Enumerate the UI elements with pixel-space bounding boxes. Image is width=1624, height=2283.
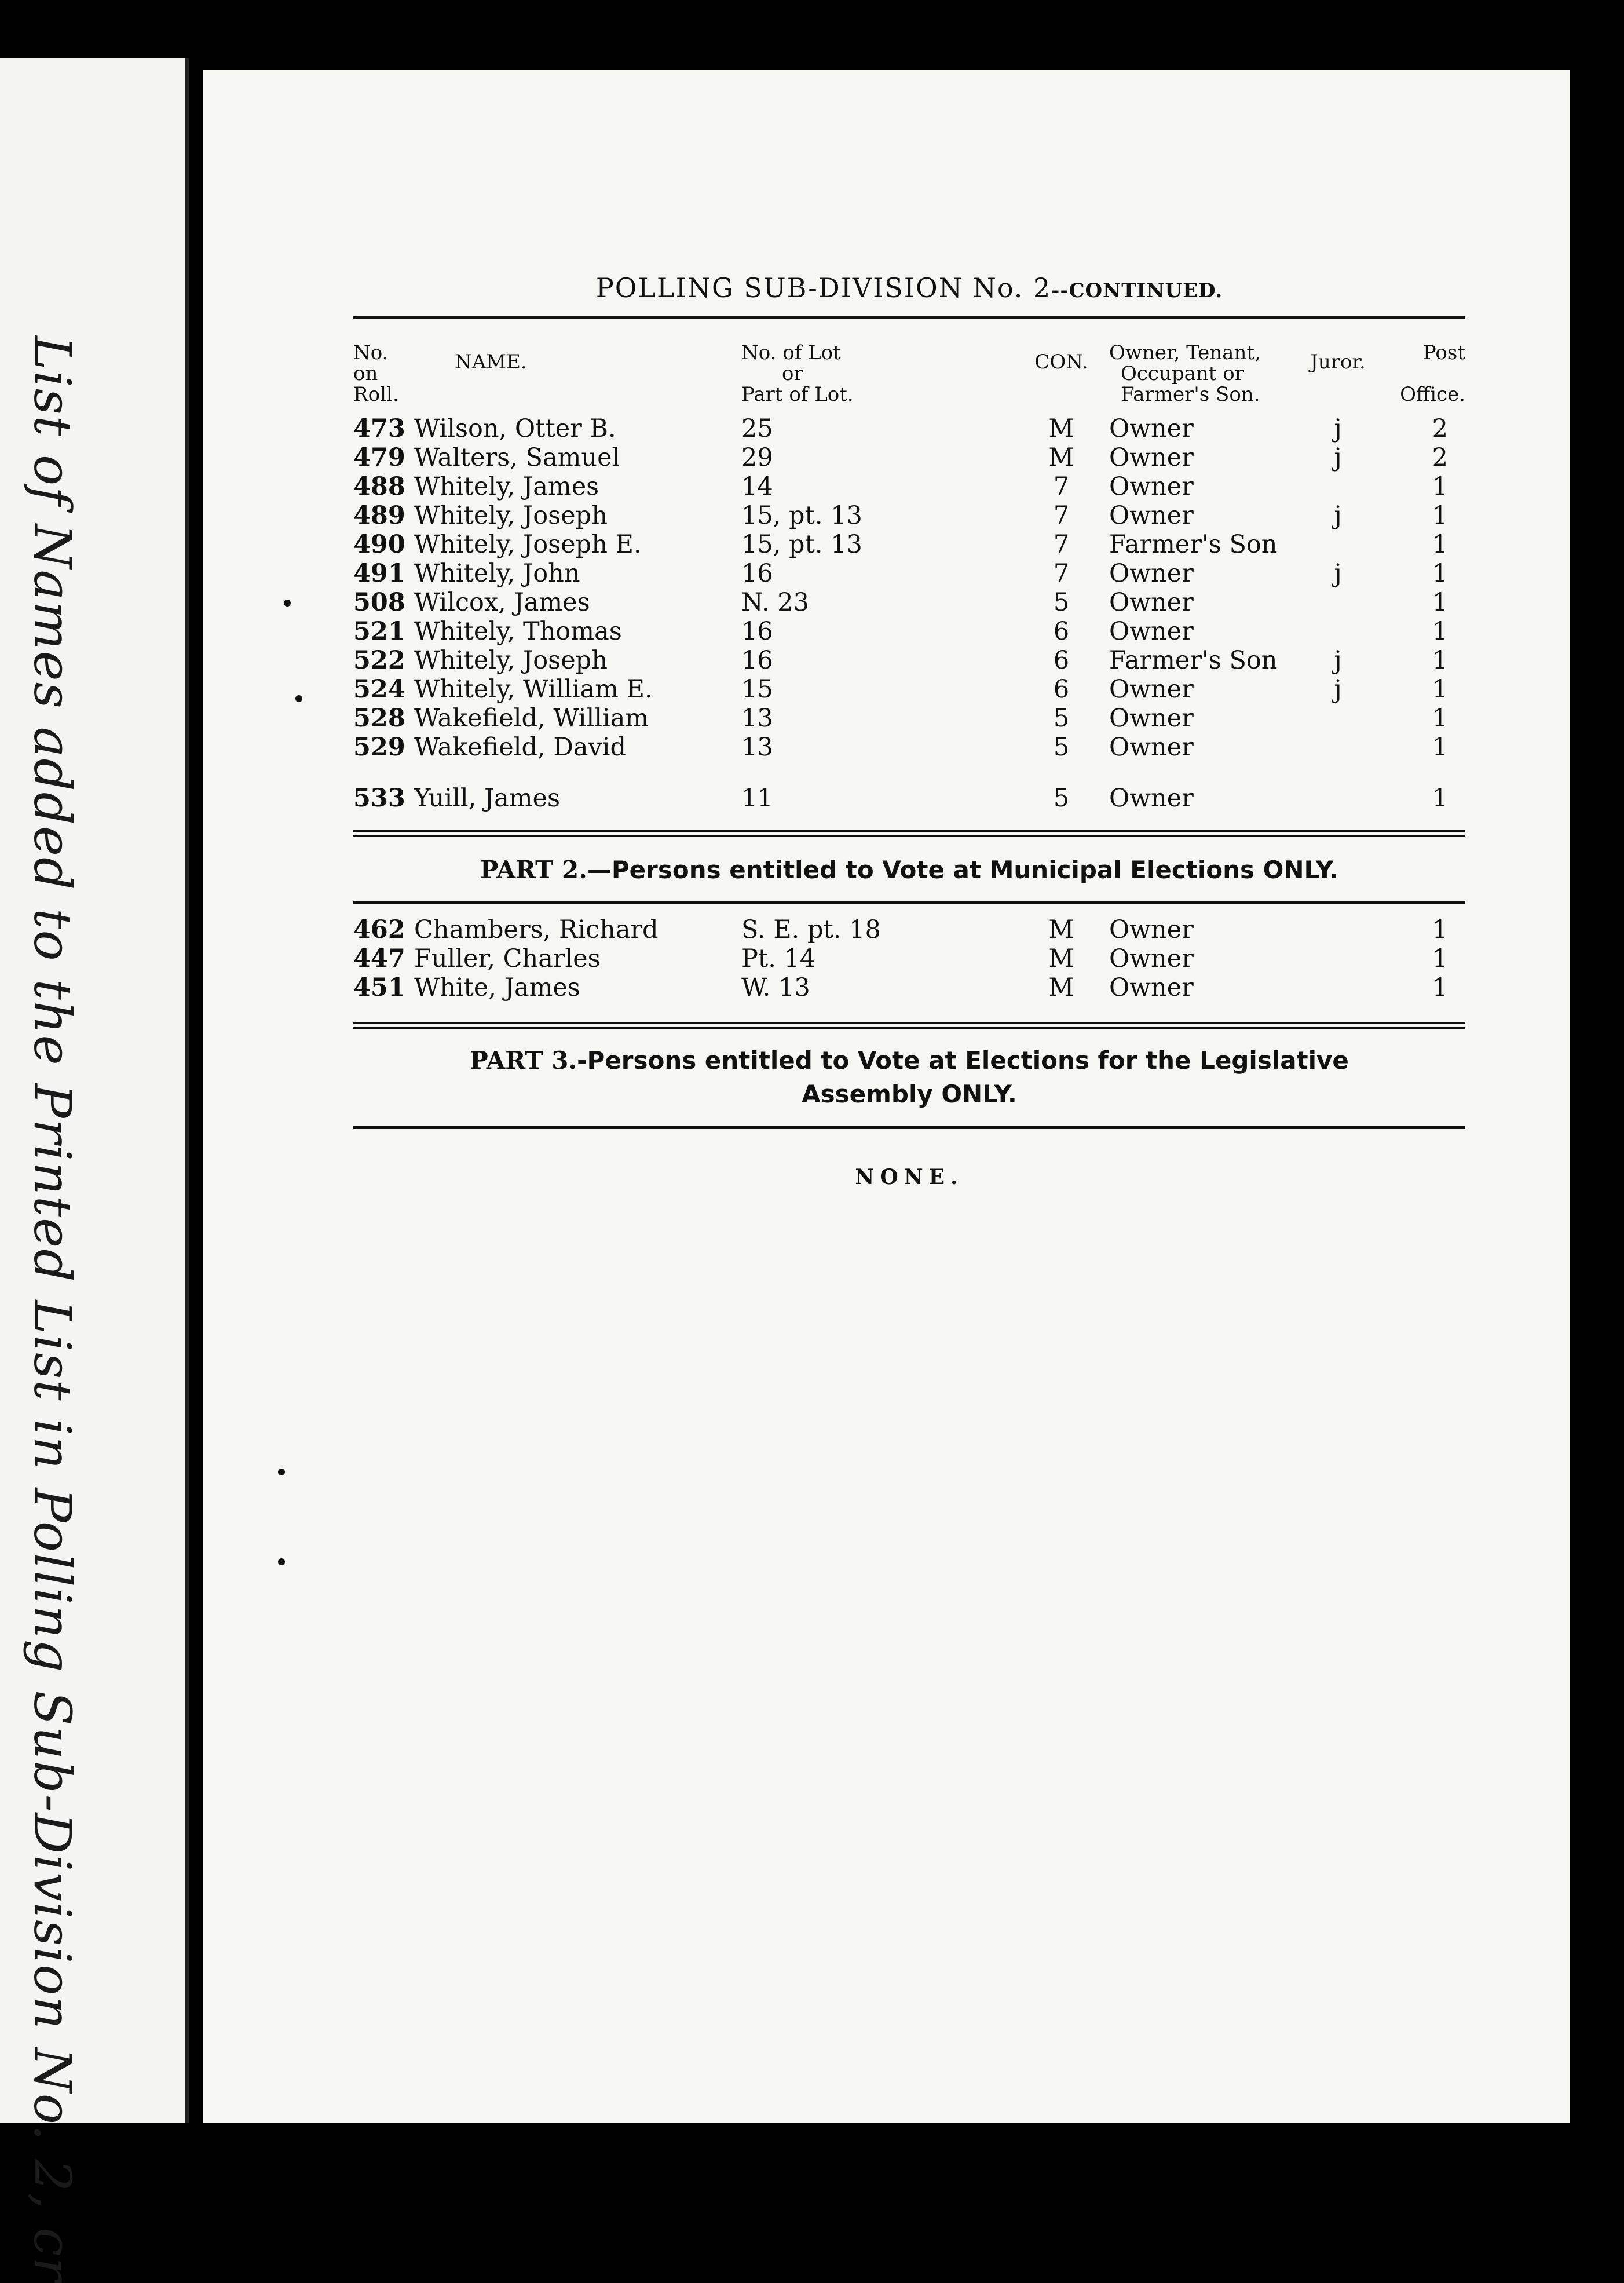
concession: 6 bbox=[1053, 646, 1070, 675]
lot-number: W. 13 bbox=[741, 973, 810, 1002]
left-margin-strip bbox=[0, 58, 189, 2283]
juror-mark bbox=[1300, 617, 1376, 646]
post-office: 1 bbox=[1432, 472, 1448, 501]
juror-mark bbox=[1300, 915, 1376, 944]
post-office: 1 bbox=[1432, 588, 1448, 617]
col-name: NAME. bbox=[455, 350, 527, 374]
juror-mark bbox=[1300, 704, 1376, 733]
page-heading bbox=[353, 272, 1465, 304]
post-office: 2 bbox=[1432, 414, 1448, 443]
post-office: 1 bbox=[1432, 784, 1448, 813]
post-office: 1 bbox=[1432, 704, 1448, 733]
part3-line1: -Persons entitled to Vote at Elections for the Legislative bbox=[577, 1046, 1349, 1075]
spine-title: List of Names added to the Printed List in Polling Sub-Division No. 2, cr bbox=[23, 336, 82, 2283]
roll-number: 521 bbox=[353, 617, 405, 646]
roll-number: 447 bbox=[353, 944, 405, 973]
part2-label: PART 2. bbox=[480, 856, 587, 884]
part3-label: PART 3. bbox=[470, 1046, 577, 1075]
lot-number: 13 bbox=[741, 733, 773, 762]
lot-number: 16 bbox=[741, 559, 773, 588]
concession: 5 bbox=[1053, 784, 1070, 813]
part2-text: —Persons entitled to Vote at Municipal Elections ONLY. bbox=[587, 856, 1339, 884]
table-row bbox=[353, 733, 1465, 762]
voter-name: Whitely, John bbox=[414, 559, 580, 588]
post-office: 1 bbox=[1432, 617, 1448, 646]
lot-number: 11 bbox=[741, 784, 773, 813]
juror-mark bbox=[1300, 530, 1376, 559]
voter-name: White, James bbox=[414, 973, 580, 1002]
print-speck bbox=[278, 1469, 285, 1475]
roll-number: 489 bbox=[353, 501, 405, 530]
roll-number: 522 bbox=[353, 646, 405, 675]
tenure-status: Owner bbox=[1109, 944, 1194, 973]
post-office: 2 bbox=[1432, 443, 1448, 472]
voter-name: Whitely, Joseph bbox=[414, 501, 608, 530]
print-speck bbox=[278, 1558, 285, 1565]
concession: 5 bbox=[1053, 733, 1070, 762]
tenure-status: Owner bbox=[1109, 588, 1194, 617]
juror-mark: j bbox=[1334, 501, 1342, 530]
tenure-status: Owner bbox=[1109, 472, 1194, 501]
concession: 7 bbox=[1053, 472, 1070, 501]
lot-number: 13 bbox=[741, 704, 773, 733]
table-row bbox=[353, 704, 1465, 733]
tenure-status: Owner bbox=[1109, 915, 1194, 944]
roll-number: 490 bbox=[353, 530, 405, 559]
voter-name: Whitely, Joseph E. bbox=[414, 530, 642, 559]
part2-rule bbox=[353, 901, 1465, 904]
post-office: 1 bbox=[1432, 530, 1448, 559]
concession: M bbox=[1048, 944, 1074, 973]
post-office: 1 bbox=[1432, 559, 1448, 588]
table-row bbox=[353, 414, 1465, 443]
voter-name: Wilcox, James bbox=[414, 588, 590, 617]
part1-rows bbox=[353, 414, 1465, 813]
tenure-status: Owner bbox=[1109, 443, 1194, 472]
voter-name: Whitely, William E. bbox=[414, 675, 653, 704]
table-row bbox=[353, 443, 1465, 472]
lot-number: S. E. pt. 18 bbox=[741, 915, 881, 944]
voter-name: Whitely, Joseph bbox=[414, 646, 608, 675]
roll-number: 479 bbox=[353, 443, 405, 472]
table-row bbox=[353, 530, 1465, 559]
lot-number: 16 bbox=[741, 617, 773, 646]
concession: 5 bbox=[1053, 704, 1070, 733]
tenure-status: Owner bbox=[1109, 784, 1194, 813]
part2-end-rule bbox=[353, 1022, 1465, 1029]
concession: 7 bbox=[1053, 559, 1070, 588]
tenure-status: Owner bbox=[1109, 414, 1194, 443]
roll-number: 528 bbox=[353, 704, 405, 733]
table-row bbox=[353, 675, 1465, 704]
post-office: 1 bbox=[1432, 973, 1448, 1002]
tenure-status: Owner bbox=[1109, 617, 1194, 646]
part3-line2: Assembly ONLY. bbox=[802, 1080, 1017, 1108]
table-row bbox=[353, 501, 1465, 530]
post-office: 1 bbox=[1432, 944, 1448, 973]
table-row bbox=[353, 915, 1465, 944]
concession: 6 bbox=[1053, 617, 1070, 646]
part3-none: NONE. bbox=[855, 1165, 964, 1189]
voter-name: Fuller, Charles bbox=[414, 944, 601, 973]
post-office: 1 bbox=[1432, 915, 1448, 944]
tenure-status: Owner bbox=[1109, 675, 1194, 704]
tenure-status: Owner bbox=[1109, 559, 1194, 588]
heading-main: POLLING SUB-DIVISION No. 2 bbox=[595, 272, 1052, 304]
part3-rule bbox=[353, 1126, 1465, 1129]
roll-number: 533 bbox=[353, 784, 405, 813]
concession: M bbox=[1048, 443, 1074, 472]
voter-name: Whitely, James bbox=[414, 472, 599, 501]
post-office: 1 bbox=[1432, 501, 1448, 530]
col-no-on-roll: No. on Roll. bbox=[353, 341, 399, 406]
concession: M bbox=[1048, 973, 1074, 1002]
tenure-status: Owner bbox=[1109, 973, 1194, 1002]
tenure-status: Owner bbox=[1109, 704, 1194, 733]
voter-name: Walters, Samuel bbox=[414, 443, 620, 472]
concession: 6 bbox=[1053, 675, 1070, 704]
voter-name: Yuill, James bbox=[414, 784, 561, 813]
voter-name: Wilson, Otter B. bbox=[414, 414, 616, 443]
juror-mark bbox=[1300, 472, 1376, 501]
lot-number: 14 bbox=[741, 472, 773, 501]
lot-number: 25 bbox=[741, 414, 773, 443]
roll-number: 462 bbox=[353, 915, 405, 944]
juror-mark: j bbox=[1334, 646, 1342, 675]
table-row bbox=[353, 973, 1465, 1002]
lot-number: 29 bbox=[741, 443, 773, 472]
roll-number: 451 bbox=[353, 973, 405, 1002]
roll-number: 488 bbox=[353, 472, 405, 501]
table-row bbox=[353, 646, 1465, 675]
table-header bbox=[353, 319, 1465, 414]
part2-rows bbox=[353, 915, 1465, 1002]
tenure-status: Farmer's Son bbox=[1109, 646, 1278, 675]
juror-mark bbox=[1300, 762, 1376, 813]
tenure-status: Owner bbox=[1109, 501, 1194, 530]
part2-heading bbox=[353, 853, 1465, 887]
juror-mark: j bbox=[1334, 443, 1342, 472]
voter-name: Chambers, Richard bbox=[414, 915, 659, 944]
concession: 7 bbox=[1053, 530, 1070, 559]
post-office: 1 bbox=[1432, 675, 1448, 704]
lot-number: 15, pt. 13 bbox=[741, 530, 862, 559]
voter-name: Wakefield, William bbox=[414, 704, 649, 733]
table-row bbox=[353, 617, 1465, 646]
lot-number: 15, pt. 13 bbox=[741, 501, 862, 530]
roll-number: 491 bbox=[353, 559, 405, 588]
heading-continued: --CONTINUED. bbox=[1051, 279, 1223, 302]
juror-mark bbox=[1300, 588, 1376, 617]
lot-number: 15 bbox=[741, 675, 773, 704]
lot-number: Pt. 14 bbox=[741, 944, 816, 973]
print-speck bbox=[295, 695, 302, 702]
document-page bbox=[203, 70, 1570, 2123]
concession: M bbox=[1048, 414, 1074, 443]
lot-number: 16 bbox=[741, 646, 773, 675]
table-row bbox=[353, 559, 1465, 588]
juror-mark: j bbox=[1334, 559, 1342, 588]
post-office: 1 bbox=[1432, 733, 1448, 762]
part2-table bbox=[353, 915, 1465, 1002]
voter-name: Whitely, Thomas bbox=[414, 617, 622, 646]
tenure-status: Farmer's Son bbox=[1109, 530, 1278, 559]
col-juror: Juror. bbox=[1310, 350, 1366, 374]
concession: 5 bbox=[1053, 588, 1070, 617]
juror-mark bbox=[1300, 973, 1376, 1002]
juror-mark bbox=[1300, 733, 1376, 762]
table-row bbox=[353, 762, 1465, 813]
col-lot: No. of Lot or Part of Lot. bbox=[741, 341, 854, 406]
concession: M bbox=[1048, 915, 1074, 944]
table-row bbox=[353, 944, 1465, 973]
col-owner: Owner, Tenant, Occupant or Farmer's Son. bbox=[1109, 341, 1261, 406]
concession: 7 bbox=[1053, 501, 1070, 530]
part1-end-rule bbox=[353, 830, 1465, 837]
roll-number: 508 bbox=[353, 588, 405, 617]
print-speck bbox=[284, 600, 291, 607]
roll-number: 524 bbox=[353, 675, 405, 704]
juror-mark: j bbox=[1334, 675, 1342, 704]
tenure-status: Owner bbox=[1109, 733, 1194, 762]
roll-number: 473 bbox=[353, 414, 405, 443]
lot-number: N. 23 bbox=[741, 588, 809, 617]
table-row bbox=[353, 472, 1465, 501]
juror-mark: j bbox=[1334, 414, 1342, 443]
voters-table bbox=[353, 319, 1465, 813]
roll-number: 529 bbox=[353, 733, 405, 762]
table-row bbox=[353, 588, 1465, 617]
post-office: 1 bbox=[1432, 646, 1448, 675]
juror-mark bbox=[1300, 944, 1376, 973]
voter-name: Wakefield, David bbox=[414, 733, 627, 762]
part3-heading bbox=[353, 1044, 1465, 1111]
col-con: CON. bbox=[1034, 350, 1088, 374]
content-area bbox=[353, 272, 1465, 1189]
col-post-office: Post Office. bbox=[1400, 341, 1465, 406]
